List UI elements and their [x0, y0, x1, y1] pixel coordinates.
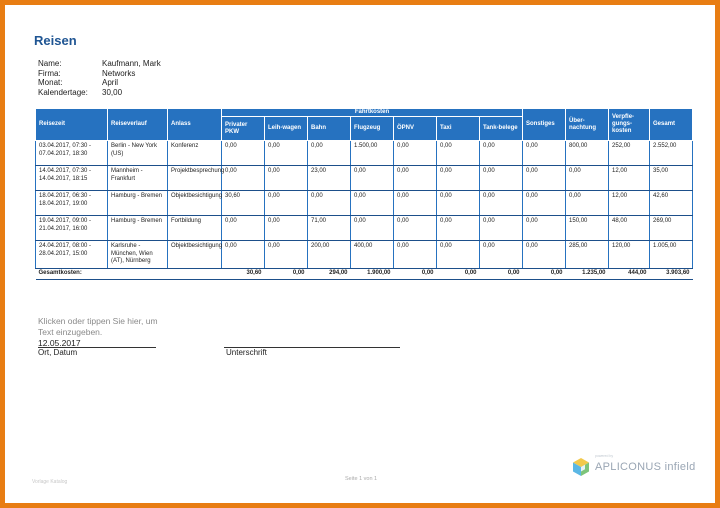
info-value: Networks — [102, 68, 136, 78]
unterschrift-label: Unterschrift — [226, 348, 267, 357]
cell-tankbelege: 0,00 — [480, 216, 523, 241]
header-tankbelege: Tank-belege — [480, 117, 523, 141]
cell-sonstiges: 0,00 — [523, 216, 566, 241]
header-reisezeit: Reisezeit — [36, 109, 108, 141]
cell-verpflegung: 120,00 — [609, 241, 650, 269]
cell-oepnv: 0,00 — [394, 191, 437, 216]
info-row-firma — [38, 69, 161, 79]
cell-uebernachtung: 0,00 — [566, 191, 609, 216]
cell-flugzeug: 1.500,00 — [351, 141, 394, 166]
cell-reisezeit: 18.04.2017, 06:30 - 18.04.2017, 19:00 — [36, 191, 108, 216]
cell-reiseverlauf: Hamburg - Bremen — [108, 216, 168, 241]
cell-sonstiges: 0,00 — [523, 191, 566, 216]
cell-taxi: 0,00 — [437, 191, 480, 216]
cell-privater-pkw: 0,00 — [222, 141, 265, 166]
cell-gesamt: 2.552,00 — [650, 141, 693, 166]
page-title: Reisen — [34, 33, 77, 48]
cell-uebernachtung: 285,00 — [566, 241, 609, 269]
total-label: Gesamtkosten: — [36, 268, 222, 279]
table-row — [36, 241, 693, 269]
cell-anlass: Konferenz — [168, 141, 222, 166]
cell-reiseverlauf: Mannheim - Frankfurt — [108, 166, 168, 191]
cell-oepnv: 0,00 — [394, 216, 437, 241]
header-sonstiges: Sonstiges — [523, 109, 566, 141]
cell-verpflegung: 252,00 — [609, 141, 650, 166]
cell-bahn: 71,00 — [308, 216, 351, 241]
cell-taxi: 0,00 — [437, 216, 480, 241]
info-row-name — [38, 59, 161, 69]
cell-tankbelege: 0,00 — [480, 191, 523, 216]
total-row — [36, 268, 693, 279]
cell-verpflegung: 12,00 — [609, 191, 650, 216]
header-gesamt: Gesamt — [650, 109, 693, 141]
header-leihwagen: Leih-wagen — [265, 117, 308, 141]
cell-leihwagen: 0,00 — [265, 166, 308, 191]
total-sonstiges: 0,00 — [523, 268, 566, 279]
total-flugzeug: 1.900,00 — [351, 268, 394, 279]
cell-bahn: 0,00 — [308, 191, 351, 216]
header-anlass: Anlass — [168, 109, 222, 141]
cell-bahn: 0,00 — [308, 141, 351, 166]
cell-oepnv: 0,00 — [394, 141, 437, 166]
cell-reisezeit: 19.04.2017, 09:00 - 21.04.2017, 16:00 — [36, 216, 108, 241]
cell-flugzeug: 0,00 — [351, 166, 394, 191]
cell-flugzeug: 0,00 — [351, 191, 394, 216]
info-row-monat — [38, 78, 161, 88]
cell-oepnv: 0,00 — [394, 241, 437, 269]
total-verpflegung: 444,00 — [609, 268, 650, 279]
total-leihwagen: 0,00 — [265, 268, 308, 279]
cell-anlass: Fortbildung — [168, 216, 222, 241]
total-privater-pkw: 30,60 — [222, 268, 265, 279]
ort-datum-label: Ort, Datum — [38, 348, 78, 357]
table-row — [36, 166, 693, 191]
travel-table — [35, 108, 693, 280]
brand-name-main: APLICONUS — [595, 461, 662, 473]
cell-uebernachtung: 150,00 — [566, 216, 609, 241]
cell-tankbelege: 0,00 — [480, 141, 523, 166]
apliconus-cube-icon — [571, 457, 591, 477]
info-block — [38, 59, 161, 97]
cell-gesamt: 269,00 — [650, 216, 693, 241]
header-reiseverlauf: Reiseverlauf — [108, 109, 168, 141]
cell-leihwagen: 0,00 — [265, 216, 308, 241]
brand-powered-by: powered by — [595, 454, 614, 458]
cell-verpflegung: 48,00 — [609, 216, 650, 241]
text-placeholder-field[interactable]: Klicken oder tippen Sie hier, um Text einzugeben. — [38, 316, 158, 337]
cell-anlass: Projektbesprechung — [168, 166, 222, 191]
table-row — [36, 141, 693, 166]
brand-name — [595, 461, 695, 473]
page-number: Seite 1 von 1 — [345, 476, 378, 482]
header-privater-pkw: Privater PKW — [222, 117, 265, 141]
cell-sonstiges: 0,00 — [523, 141, 566, 166]
cell-anlass: Objektbesichtigung — [168, 191, 222, 216]
cell-sonstiges: 0,00 — [523, 166, 566, 191]
header-oepnv: ÖPNV — [394, 117, 437, 141]
table-row — [36, 191, 693, 216]
cell-sonstiges: 0,00 — [523, 241, 566, 269]
cell-verpflegung: 12,00 — [609, 166, 650, 191]
cell-leihwagen: 0,00 — [265, 191, 308, 216]
cell-reisezeit: 24.04.2017, 08:00 - 28.04.2017, 15:00 — [36, 241, 108, 269]
cell-taxi: 0,00 — [437, 141, 480, 166]
cell-oepnv: 0,00 — [394, 166, 437, 191]
cell-reisezeit: 14.04.2017, 07:30 - 14.04.2017, 18:15 — [36, 166, 108, 191]
info-label: Name: — [38, 59, 62, 68]
info-label: Kalendertage: — [38, 87, 88, 97]
cell-leihwagen: 0,00 — [265, 141, 308, 166]
cell-leihwagen: 0,00 — [265, 241, 308, 269]
footer-template-note: Vorlage Katalog — [32, 479, 68, 485]
cell-privater-pkw: 0,00 — [222, 216, 265, 241]
cell-flugzeug: 400,00 — [351, 241, 394, 269]
cell-gesamt: 35,00 — [650, 166, 693, 191]
cell-bahn: 200,00 — [308, 241, 351, 269]
cell-reisezeit: 03.04.2017, 07:30 - 07.04.2017, 18:30 — [36, 141, 108, 166]
cell-uebernachtung: 0,00 — [566, 166, 609, 191]
cell-flugzeug: 0,00 — [351, 216, 394, 241]
brand-logo — [571, 454, 696, 477]
info-value: April — [102, 78, 119, 87]
info-label: Monat: — [38, 78, 63, 87]
cell-reiseverlauf: Hamburg - Bremen — [108, 191, 168, 216]
brand-name-suffix: infield — [664, 461, 696, 473]
info-value: Kaufmann, Mark — [102, 59, 161, 68]
cell-taxi: 0,00 — [437, 241, 480, 269]
cell-tankbelege: 0,00 — [480, 241, 523, 269]
cell-bahn: 23,00 — [308, 166, 351, 191]
header-bahn: Bahn — [308, 117, 351, 141]
cell-privater-pkw: 30,60 — [222, 191, 265, 216]
header-uebernachtung: Über-nachtung — [566, 109, 609, 141]
total-tankbelege: 0,00 — [480, 268, 523, 279]
header-taxi: Taxi — [437, 117, 480, 141]
info-label: Firma: — [38, 68, 61, 78]
table-row — [36, 216, 693, 241]
cell-anlass: Objektbesichtigung — [168, 241, 222, 269]
total-taxi: 0,00 — [437, 268, 480, 279]
cell-reiseverlauf: Berlin - New York (US) — [108, 141, 168, 166]
info-row-kalendertage — [38, 88, 161, 98]
total-bahn: 294,00 — [308, 268, 351, 279]
cell-privater-pkw: 0,00 — [222, 241, 265, 269]
header-fahrtkosten: Fahrtkosten — [222, 109, 523, 117]
cell-taxi: 0,00 — [437, 166, 480, 191]
cell-tankbelege: 0,00 — [480, 166, 523, 191]
cell-gesamt: 42,60 — [650, 191, 693, 216]
total-uebernachtung: 1.235,00 — [566, 268, 609, 279]
header-flugzeug: Flugzeug — [351, 117, 394, 141]
info-value: 30,00 — [102, 87, 123, 97]
cell-privater-pkw: 0,00 — [222, 166, 265, 191]
date-value: 12.05.2017 — [38, 338, 81, 348]
total-oepnv: 0,00 — [394, 268, 437, 279]
cell-uebernachtung: 800,00 — [566, 141, 609, 166]
total-gesamt: 3.903,60 — [650, 268, 693, 279]
header-verpflegung: Verpfle-gungs-kosten — [609, 109, 650, 141]
cell-gesamt: 1.005,00 — [650, 241, 693, 269]
cell-reiseverlauf: Karlsruhe - München, Wien (AT), Nürnberg — [108, 241, 168, 269]
